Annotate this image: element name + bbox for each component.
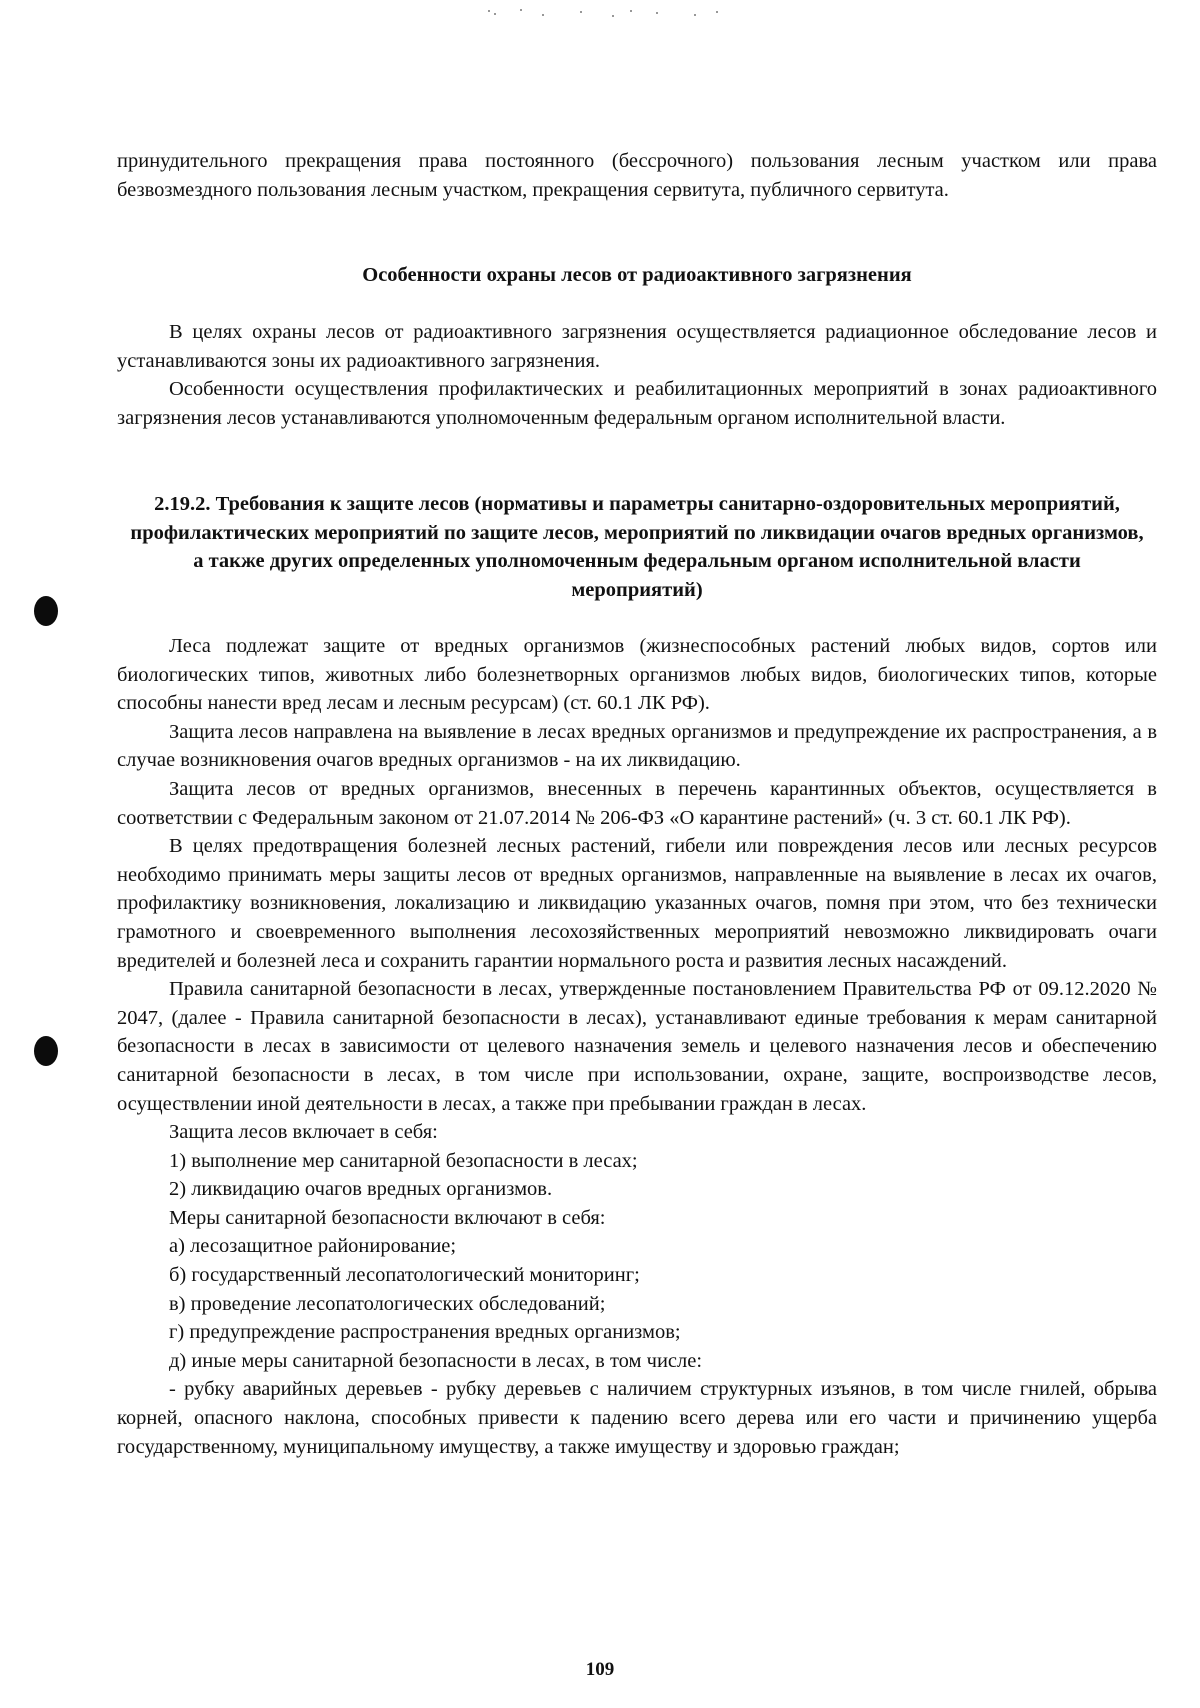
measure-item: г) предупреждение распространения вредных организмов; [169, 1321, 681, 1344]
paragraph: В целях предотвращения болезней лесных растений, гибели или повреждения лесов или лесных ресурсов необходимо принимать меры защиты лесов от вредных организмов, направленные на выявление в лесах их очагов, профилактику возникновения, локализацию и ликвидацию указанных очагов, помня при этом, что без технически грамотного и своевременного выполнения лесохозяйственных мероприятий невозможно ликвидировать очаги вредителей и болезней леса и сохранить гарантии нормального роста и развития лесных насаждений. [117, 835, 1157, 972]
measure-item: в) проведение лесопатологических обследований; [169, 1292, 606, 1315]
paragraph: Особенности осуществления профилактических и реабилитационных мероприятий в зонах радиоактивного загрязнения лесов устанавливаются уполномоченным федеральным органом исполнительной власти. [117, 378, 1157, 429]
measures-intro: Меры санитарной безопасности включают в себя: [169, 1206, 606, 1229]
intro-block [117, 147, 1157, 204]
paragraph: Леса подлежат защите от вредных организмов (жизнеспособных растений любых видов, сортов или биологических типов, животных либо болезнетворных организмов любых видов, биологических типов, которые способны нанести вред лесам и лесным ресурсам) (ст. 60.1 ЛК РФ). [117, 635, 1157, 715]
intro-paragraph: принудительного прекращения права постоянного (бессрочного) пользования лесным участком или права безвозмездного пользования лесным участком, прекращения сервитута, публичного сервитута. [117, 150, 1157, 201]
list-intro: Защита лесов включает в себя: [169, 1121, 438, 1144]
list-item: 2) ликвидацию очагов вредных организмов. [169, 1178, 553, 1201]
radioactive-block [117, 318, 1157, 432]
paragraph: Правила санитарной безопасности в лесах, утвержденные постановлением Правительства РФ от 09.12.2020 № 2047, (далее - Правила санитарной безопасности в лесах), устанавливают единые требования к мерам санитарной безопасности в лесах в зависимости от целевого назначения земель и целевого назначения лесов и обеспечению санитарной безопасности в лесах, в том числе при использовании, охране, защите, воспроизводстве лесов, осуществлении иной деятельности в лесах, а также при пребывании граждан в лесах. [117, 978, 1157, 1115]
section-title-protection: 2.19.2. Требования к защите лесов (нормативы и параметры санитарно-оздоровительных мероприятий, профилактических мероприятий по защите лесов, мероприятий по ликвидации очагов вредных организмов, а также других определенных уполномоченным федеральным органом исполнительной власти мероприятий) [130, 493, 1144, 601]
scan-noise [480, 6, 740, 20]
paragraph: Защита лесов от вредных организмов, внесенных в перечень карантинных объектов, осуществляется в соответствии с Федеральным законом от 21.07.2014 № 206-ФЗ «О карантине растений» (ч. 3 ст. 60.1 ЛК РФ). [117, 777, 1157, 829]
measure-item: б) государственный лесопатологический мониторинг; [169, 1264, 640, 1287]
punch-hole-top [34, 596, 58, 626]
measure-item: а) лесозащитное районирование; [169, 1235, 457, 1258]
measure-item: д) иные меры санитарной безопасности в лесах, в том числе: [169, 1349, 703, 1372]
list-item: 1) выполнение мер санитарной безопасности в лесах; [169, 1149, 638, 1172]
paragraph: В целях охраны лесов от радиоактивного загрязнения осуществляется радиационное обследование лесов и устанавливаются зоны их радиоактивного загрязнения. [117, 321, 1157, 372]
paragraph-last: - рубку аварийных деревьев - рубку деревьев с наличием структурных изъянов, в том числе гнилей, обрыва корней, опасного наклона, способных привести к падению всего дерева или его части и причинению ущерба государственному, муниципальному имуществу, а также имуществу и здоровью граждан; [117, 1378, 1157, 1458]
section-title-radioactive: Особенности охраны лесов от радиоактивного загрязнения [362, 264, 912, 286]
punch-hole-bottom [34, 1036, 58, 1066]
paragraph: Защита лесов направлена на выявление в лесах вредных организмов и предупреждение их распространения, а в случае возникновения очагов вредных организмов - на их ликвидацию. [117, 720, 1157, 772]
protection-block [117, 632, 1157, 1461]
page-number: 109 [585, 1659, 615, 1680]
